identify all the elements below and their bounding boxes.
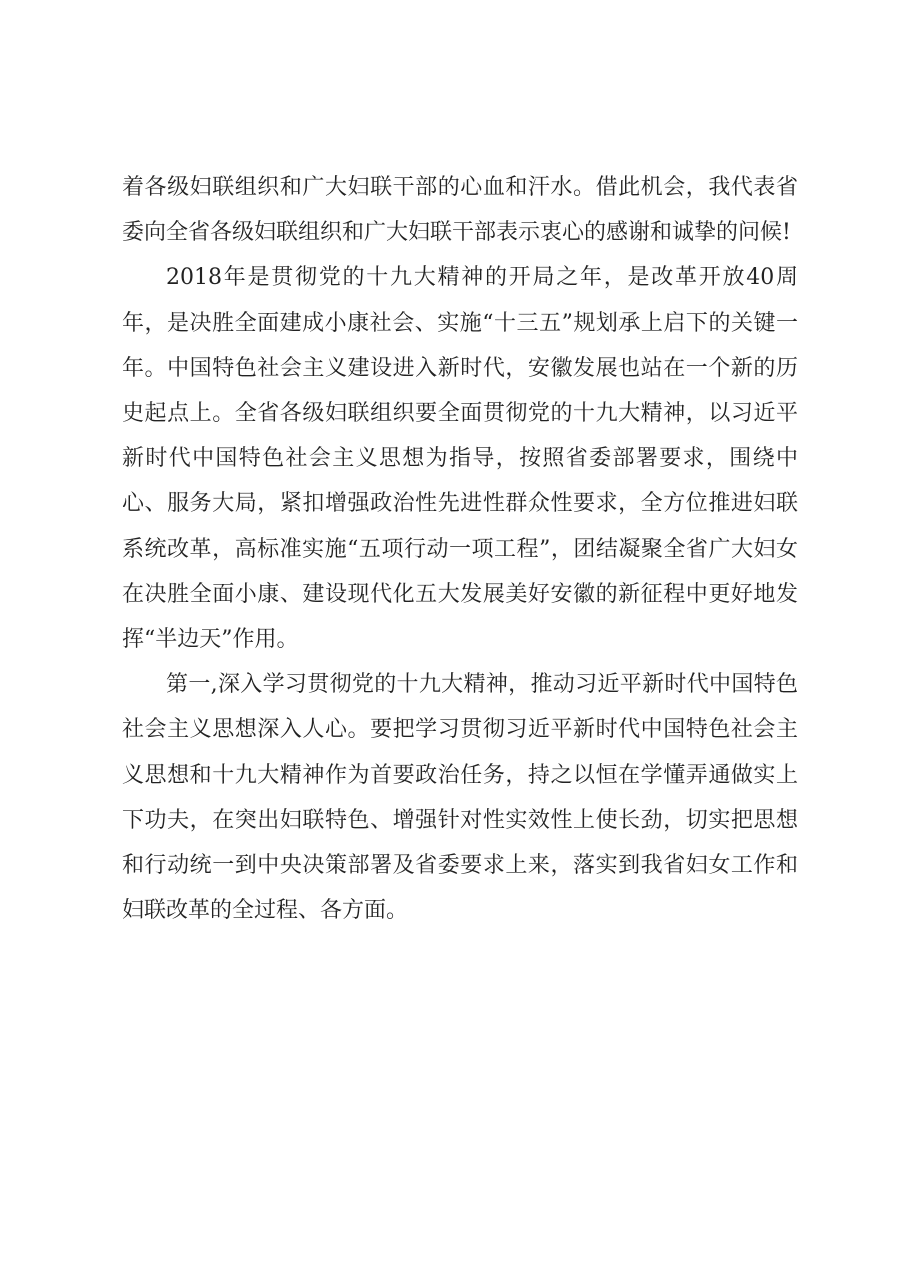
- document-body: [122, 165, 798, 933]
- paragraph-continuation: 着各级妇联组织和广大妇联干部的心血和汗水。借此机会，我代表省委向全省各级妇联组织和广大妇联干部表示衷心的感谢和诚挚的问候!: [122, 175, 798, 246]
- paragraph-2018-overview: 2018年是贯彻党的十九大精神的开局之年，是改革开放40周年，是决胜全面建成小康社会、实施“十三五”规划承上启下的关键一年。中国特色社会主义建设进入新时代，安徽发展也站在一个新的历史起点上。全省各级妇联组织要全面贯彻党的十九大精神，以习近平新时代中国特色社会主义思想为指导，按照省委部署要求，围绕中心、服务大局，紧扣增强政治性先进性群众性要求，全方位推进妇联系统改革，高标准实施“五项行动一项工程”，团结凝聚全省广大妇女在决胜全面小康、建设现代化五大发展美好安徽的新征程中更好地发挥“半边天”作用。: [122, 265, 798, 653]
- paragraph-first-point: 第一,深入学习贯彻党的十九大精神，推动习近平新时代中国特色社会主义思想深入人心。要把学习贯彻习近平新时代中国特色社会主义思想和十九大精神作为首要政治任务，持之以恒在学懂弄通做实上下功夫，在突出妇联特色、增强针对性实效性上使长劲，切实把思想和行动统一到中央决策部署及省委要求上来，落实到我省妇女工作和妇联改革的全过程、各方面。: [122, 672, 798, 924]
